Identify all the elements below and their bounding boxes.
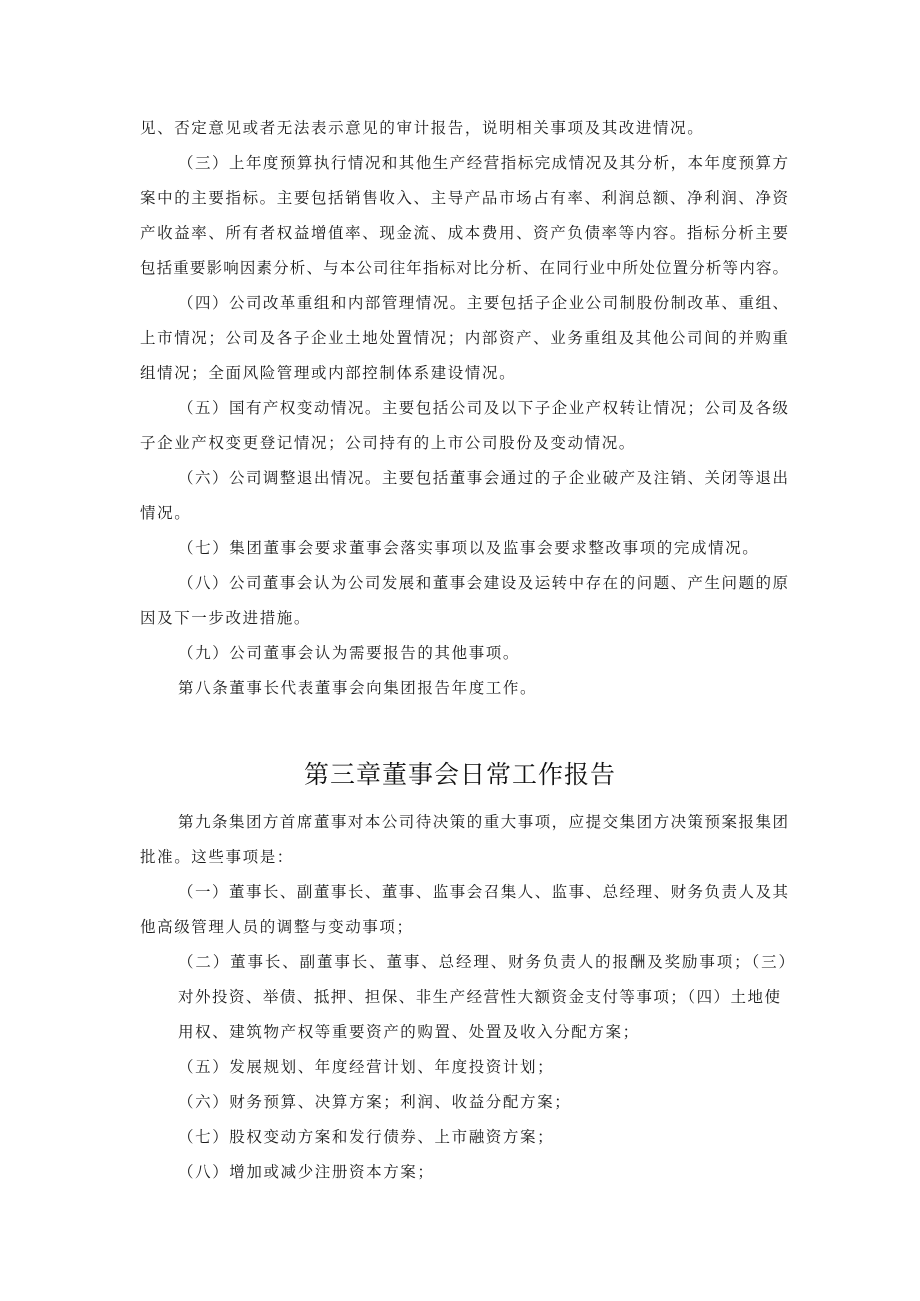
body-line: （四）公司改革重组和内部管理情况。主要包括子企业公司制股份制改革、重组、 bbox=[178, 294, 788, 312]
body-line: 产收益率、所有者权益增值率、现金流、成本费用、资产负债率等内容。指标分析主要 bbox=[140, 224, 788, 242]
body-line: 案中的主要指标。主要包括销售收入、主导产品市场占有率、利润总额、净利润、净资 bbox=[140, 189, 788, 207]
body-line: 情况。 bbox=[140, 504, 192, 522]
body-line: 包括重要影响因素分析、与本公司往年指标对比分析、在同行业中所处位置分析等内容。 bbox=[140, 259, 788, 277]
body-line: 对外投资、举债、抵押、担保、非生产经营性大额资金支付等事项；（四）土地使 bbox=[178, 988, 780, 1006]
body-line: （七）集团董事会要求董事会落实事项以及监事会要求整改事项的完成情况。 bbox=[178, 539, 760, 557]
body-line: 第八条董事长代表董事会向集团报告年度工作。 bbox=[178, 679, 538, 697]
body-line: （六）公司调整退出情况。主要包括董事会通过的子企业破产及注销、关闭等退出 bbox=[178, 469, 788, 487]
body-line: （六）财务预算、决算方案；利润、收益分配方案； bbox=[178, 1093, 572, 1111]
body-line: （三）上年度预算执行情况和其他生产经营指标完成情况及其分析，本年度预算方 bbox=[178, 154, 788, 172]
body-line: 第九条集团方首席董事对本公司待决策的重大事项，应提交集团方决策预案报集团 bbox=[178, 813, 788, 831]
body-line: 他高级管理人员的调整与变动事项； bbox=[140, 918, 414, 936]
body-line: （九）公司董事会认为需要报告的其他事项。 bbox=[178, 644, 521, 662]
body-line: 因及下一步改进措施。 bbox=[140, 609, 312, 627]
body-line: 批准。这些事项是： bbox=[140, 848, 294, 866]
body-line: （八）增加或减少注册资本方案； bbox=[178, 1163, 435, 1181]
body-line: （七）股权变动方案和发行债券、上市融资方案； bbox=[178, 1128, 555, 1146]
chapter-title: 第三章董事会日常工作报告 bbox=[303, 760, 616, 789]
body-line: 见、否定意见或者无法表示意见的审计报告，说明相关事项及其改进情况。 bbox=[140, 119, 705, 137]
body-line: （五）发展规划、年度经营计划、年度投资计划； bbox=[178, 1058, 555, 1076]
body-line: （八）公司董事会认为公司发展和董事会建设及运转中存在的问题、产生问题的原 bbox=[178, 574, 788, 592]
body-line: （五）国有产权变动情况。主要包括公司及以下子企业产权转让情况；公司及各级 bbox=[178, 399, 788, 417]
body-line: （一）董事长、副董事长、董事、监事会召集人、监事、总经理、财务负责人及其 bbox=[178, 883, 788, 901]
body-line: （二）董事长、副董事长、董事、总经理、财务负责人的报酬及奖励事项；（三） bbox=[178, 953, 794, 971]
body-line: 用权、建筑物产权等重要资产的购置、处置及收入分配方案； bbox=[178, 1023, 640, 1041]
body-line: 子企业产权变更登记情况；公司持有的上市公司股份及变动情况。 bbox=[140, 434, 636, 452]
body-line: 组情况；全面风险管理或内部控制体系建设情况。 bbox=[140, 364, 517, 382]
body-line: 上市情况；公司及各子企业土地处置情况；内部资产、业务重组及其他公司间的并购重 bbox=[140, 329, 788, 347]
